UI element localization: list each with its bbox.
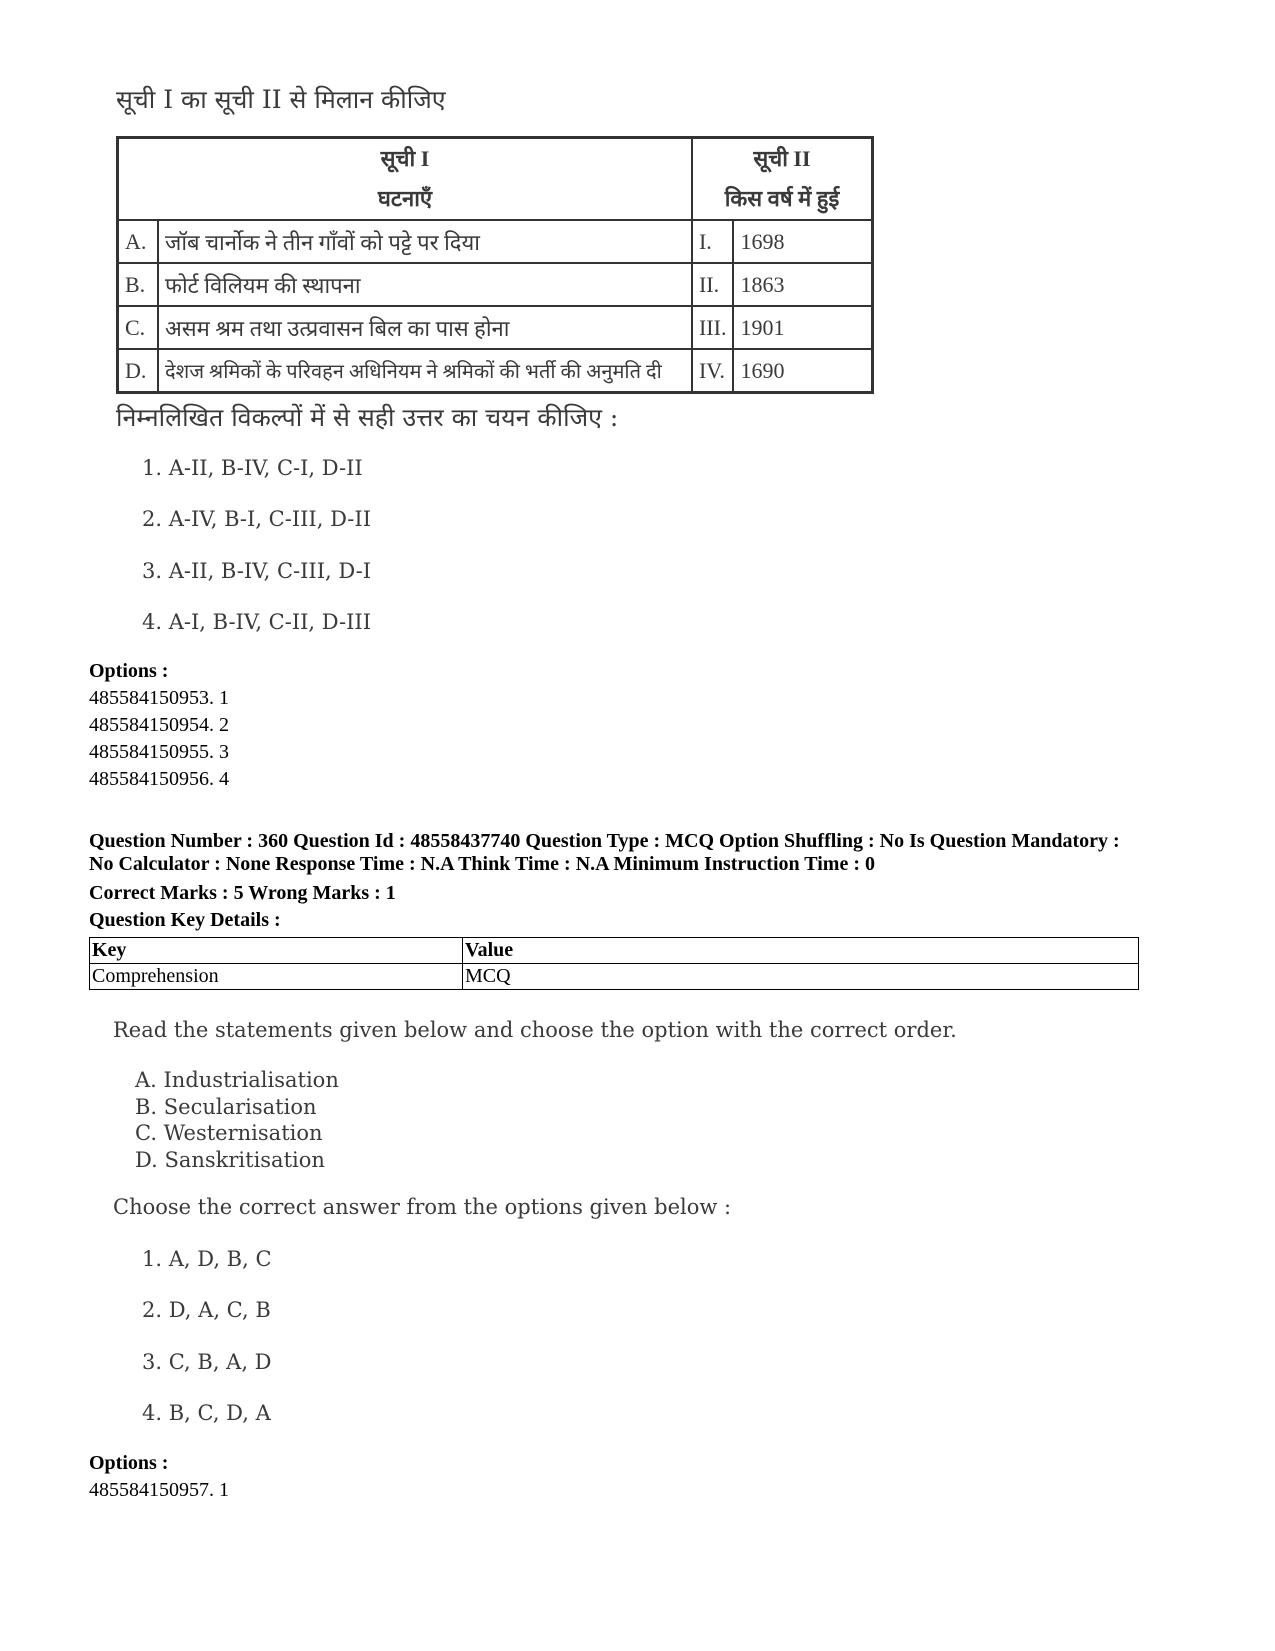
match-table <box>116 136 874 394</box>
match-row <box>118 263 873 306</box>
row-year: 1863 <box>733 263 872 306</box>
row-roman: III. <box>692 306 733 349</box>
options-block-1 <box>89 658 229 793</box>
row-year: 1698 <box>733 220 872 263</box>
statement-item: B. Secularisation <box>135 1094 317 1119</box>
order-choice-2: 2. D, A, C, B <box>142 1298 271 1322</box>
statement-item: C. Westernisation <box>135 1121 323 1145</box>
question-meta <box>89 830 1199 876</box>
list1-subtitle: घटनाएँ <box>377 186 433 211</box>
option-item: 485584150954. 2 <box>89 714 229 736</box>
order-choice-3: 3. C, B, A, D <box>142 1350 272 1374</box>
match-row <box>118 349 873 393</box>
key-table-row <box>90 964 1139 990</box>
order-statements <box>135 1067 339 1173</box>
row-event: फोर्ट विलियम की स्थापना <box>158 263 692 306</box>
option-item: 485584150953. 1 <box>89 687 229 709</box>
option-item: 485584150956. 4 <box>89 768 229 790</box>
list1-title: सूची I <box>380 146 430 171</box>
list1-header <box>118 138 692 221</box>
list2-title: सूची II <box>753 146 811 171</box>
row-roman: II. <box>692 263 733 306</box>
row-letter: C. <box>118 306 159 349</box>
value-cell: MCQ <box>463 964 1139 990</box>
options-block-2 <box>89 1450 229 1504</box>
order-choice-4: 4. B, C, D, A <box>142 1401 271 1425</box>
row-roman: IV. <box>692 349 733 393</box>
question-marks: Correct Marks : 5 Wrong Marks : 1 <box>89 882 396 904</box>
key-cell: Comprehension <box>90 964 463 990</box>
match-choose-text: निम्नलिखित विकल्पों में से सही उत्तर का चयन कीजिए : <box>116 403 619 432</box>
row-year: 1690 <box>733 349 872 393</box>
order-choose-text: Choose the correct answer from the options given below : <box>113 1195 732 1219</box>
row-event: असम श्रम तथा उत्प्रवासन बिल का पास होना <box>158 306 692 349</box>
key-header: Key <box>90 938 463 964</box>
list2-subtitle: किस वर्ष में हुई <box>724 186 840 211</box>
row-letter: B. <box>118 263 159 306</box>
options-label: Options : <box>89 1452 169 1474</box>
match-choice-4: 4. A-I, B-IV, C-II, D-III <box>142 610 371 634</box>
question-meta-line2: No Calculator : None Response Time : N.A Think Time : N.A Minimum Instruction Time : 0 <box>89 853 875 875</box>
question-meta-line1: Question Number : 360 Question Id : 48558437740 Question Type : MCQ Option Shuffling : No Is Question Mandatory : <box>89 830 1120 852</box>
match-choice-2: 2. A-IV, B-I, C-III, D-II <box>142 507 371 531</box>
row-event: देशज श्रमिकों के परिवहन अधिनियम ने श्रमिकों की भर्ती की अनुमति दी <box>158 349 692 393</box>
row-roman: I. <box>692 220 733 263</box>
match-choice-1: 1. A-II, B-IV, C-I, D-II <box>142 456 363 480</box>
key-details-table <box>89 937 1139 990</box>
row-year: 1901 <box>733 306 872 349</box>
match-table-header <box>118 138 873 221</box>
option-item: 485584150957. 1 <box>89 1479 229 1501</box>
match-instruction: सूची I का सूची II से मिलान कीजिए <box>116 85 446 114</box>
option-item: 485584150955. 3 <box>89 741 229 763</box>
match-row <box>118 306 873 349</box>
order-choice-1: 1. A, D, B, C <box>142 1247 272 1271</box>
list2-header <box>692 138 873 221</box>
key-table-header <box>90 938 1139 964</box>
row-event: जॉब चार्नोक ने तीन गाँवों को पट्टे पर दिया <box>158 220 692 263</box>
value-header: Value <box>463 938 1139 964</box>
statement-item: A. Industrialisation <box>135 1068 339 1092</box>
row-letter: A. <box>118 220 159 263</box>
match-row <box>118 220 873 263</box>
options-label: Options : <box>89 660 169 682</box>
row-letter: D. <box>118 349 159 393</box>
statement-item: D. Sanskritisation <box>135 1147 325 1172</box>
match-choice-3: 3. A-II, B-IV, C-III, D-I <box>142 559 371 583</box>
order-instruction: Read the statements given below and choose the option with the correct order. <box>113 1018 957 1042</box>
key-details-label: Question Key Details : <box>89 909 281 931</box>
